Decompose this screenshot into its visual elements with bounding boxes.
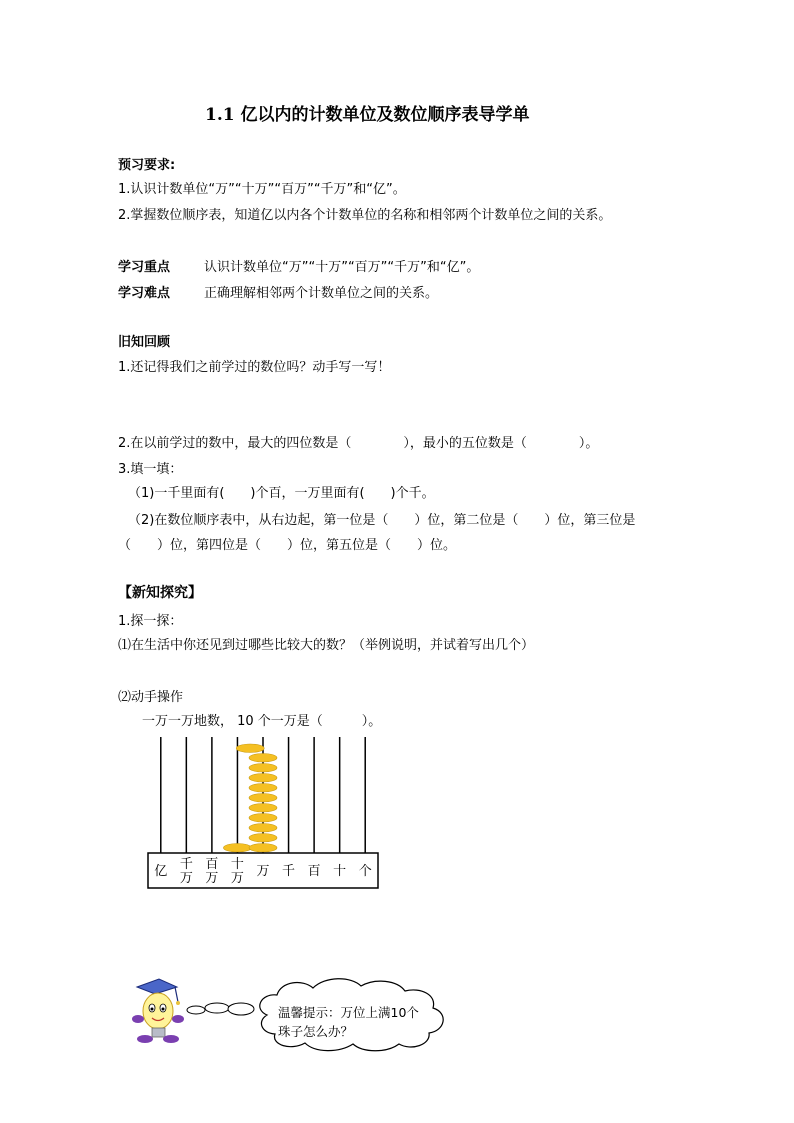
- abacus-bead: [249, 844, 277, 853]
- review-q2: 2.在以前学过的数中，最大的四位数是（ ），最小的五位数是（ ）。: [118, 436, 599, 451]
- cartoon-bulb-icon: [132, 979, 184, 1043]
- abacus-label: 万: [230, 871, 244, 887]
- abacus-bead: [249, 824, 277, 833]
- abacus-bead: [249, 754, 277, 763]
- tip-text: 温馨提示：万位上满10个珠子怎么办？: [278, 1005, 419, 1039]
- review-q3: 3.填一填：: [118, 462, 183, 477]
- abacus-label: 万: [256, 864, 270, 880]
- abacus-diagram: [140, 730, 390, 895]
- explore-heading: 【新知探究】: [118, 585, 202, 601]
- review-q3-2b: （ ）位，第四位是（ ）位，第五位是（ ）位。: [118, 538, 457, 553]
- abacus-bead: [223, 844, 251, 853]
- explore-q1: ⑴在生活中你还见到过哪些比较大的数？（举例说明，并试着写出几个）: [118, 638, 535, 653]
- preview-heading: 预习要求:: [118, 158, 176, 173]
- abacus-label: 个: [358, 864, 372, 880]
- abacus-bead: [249, 764, 277, 773]
- explore-q2-text: 一万一万地数， 10 个一万是（ ）。: [142, 714, 382, 729]
- abacus-label: 万: [179, 871, 193, 887]
- abacus-label: 十: [333, 864, 347, 880]
- explore-q2: ⑵动手操作: [118, 690, 184, 705]
- preview-item-2: 2.掌握数位顺序表，知道亿以内各个计数单位的名称和相邻两个计数单位之间的关系。: [118, 208, 612, 223]
- abacus-bead: [249, 794, 277, 803]
- abacus-label: 千: [282, 864, 296, 880]
- review-q3-1: （1)一千里面有( )个百，一万里面有( )个千。: [128, 486, 435, 501]
- abacus-label: 百: [307, 864, 321, 880]
- review-heading: 旧知回顾: [118, 335, 171, 350]
- difficulty-text: 正确理解相邻两个计数单位之间的关系。: [204, 286, 439, 301]
- abacus-label: 万: [205, 871, 219, 887]
- page-title: 1.1 亿以内的计数单位及数位顺序表导学单: [205, 105, 530, 125]
- review-q1: 1.还记得我们之前学过的数位吗？动手写一写！: [118, 360, 391, 375]
- abacus-label: 千: [179, 857, 193, 873]
- abacus-bead-carry: [236, 744, 264, 753]
- abacus-label: 十: [230, 857, 244, 873]
- abacus-bead: [249, 834, 277, 843]
- abacus-bead: [249, 784, 277, 793]
- difficulty-label: 学习难点: [118, 286, 171, 301]
- review-q3-2a: （2)在数位顺序表中，从右边起，第一位是（ ）位，第二位是（ ）位，第三位是: [128, 513, 636, 528]
- key-point-label: 学习重点: [118, 260, 171, 275]
- thought-bubbles: [187, 1003, 254, 1015]
- abacus-label: 百: [205, 857, 219, 873]
- preview-item-1: 1.认识计数单位“万”“十万”“百万”“千万”和“亿”。: [118, 182, 406, 197]
- abacus-bead: [249, 814, 277, 823]
- abacus-label: 亿: [154, 864, 168, 880]
- abacus-bead: [249, 774, 277, 783]
- abacus-bead: [249, 804, 277, 813]
- key-point-text: 认识计数单位“万”“十万”“百万”“千万”和“亿”。: [204, 260, 480, 275]
- explore-sub: 1.探一探：: [118, 614, 183, 629]
